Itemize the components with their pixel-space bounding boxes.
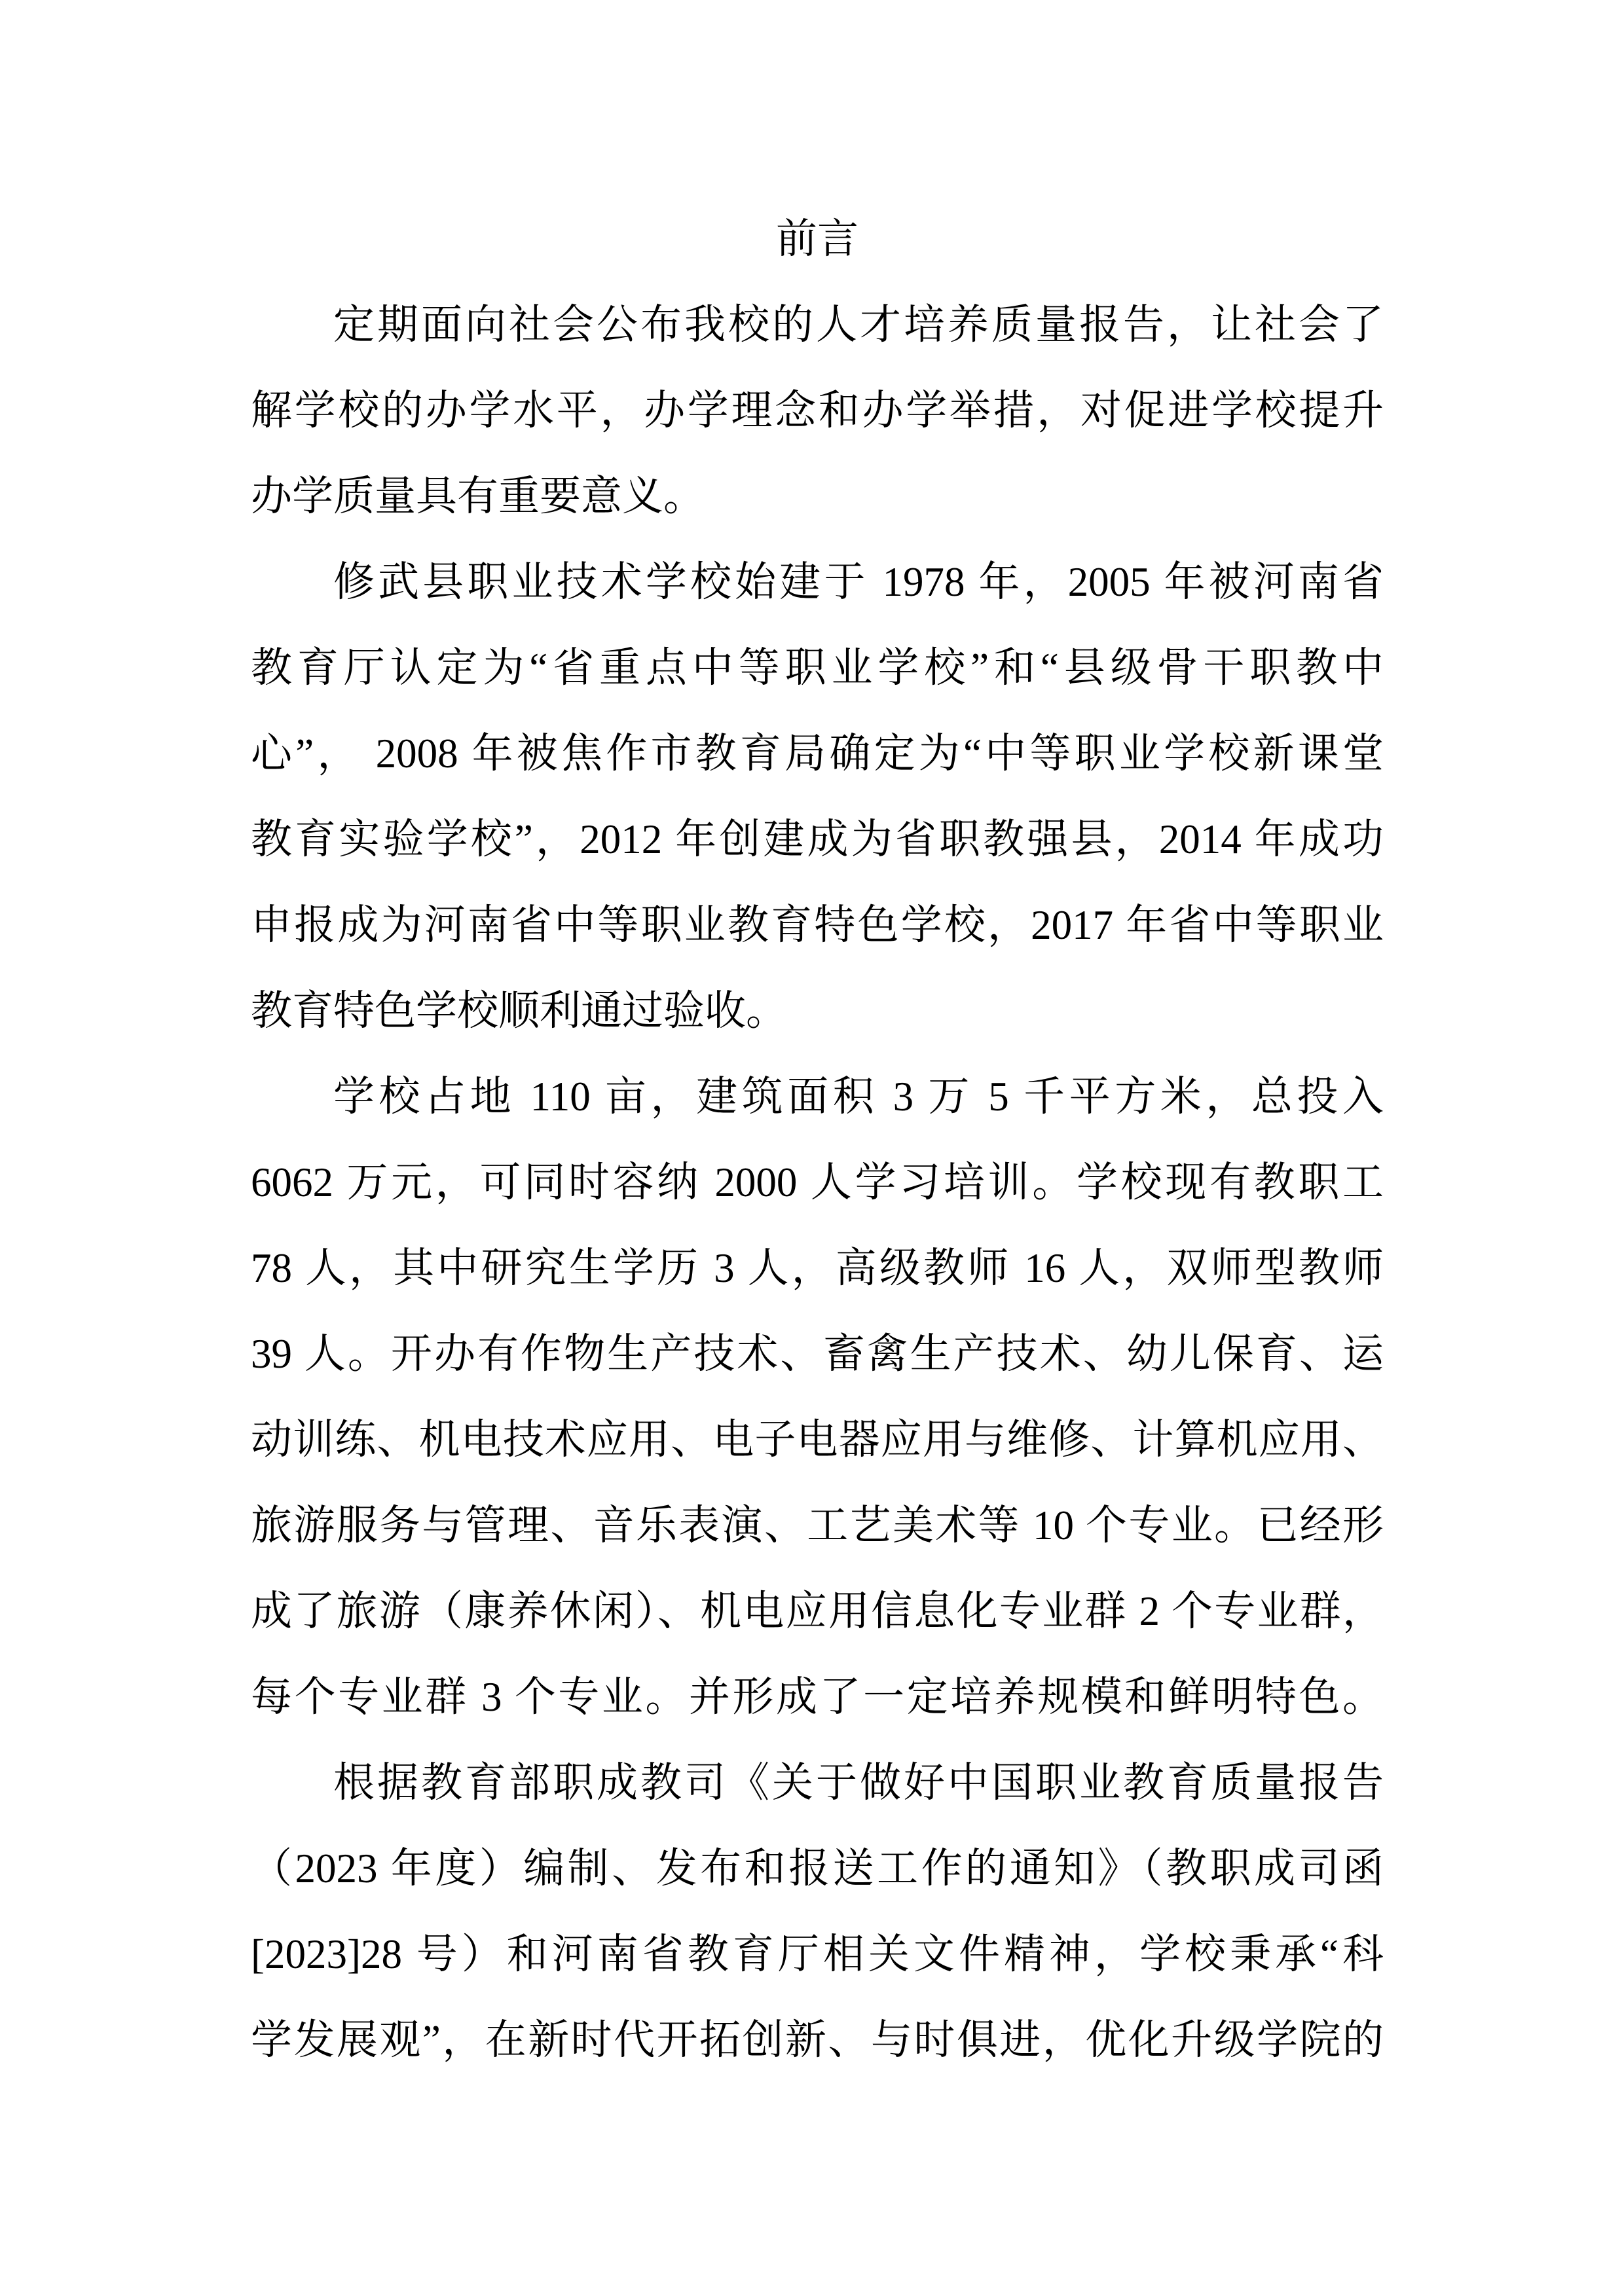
text-line: 成了旅游（康养休闲）、机电应用信息化专业群 2 个专业群， — [251, 1588, 1384, 1634]
text-line: 学发展观”，在新时代开拓创新、与时俱进，优化升级学院的 — [251, 2017, 1384, 2063]
document-body — [251, 196, 1384, 2083]
text-line: 教育实验学校”，2012 年创建成为省职教强县，2014 年成功 — [251, 816, 1384, 862]
text-line: 旅游服务与管理、音乐表演、工艺美术等 10 个专业。已经形 — [251, 1503, 1384, 1548]
text-line: 动训练、机电技术应用、电子电器应用与维修、计算机应用、 — [251, 1417, 1384, 1463]
text-line: 78 人，其中研究生学历 3 人，高级教师 16 人，双师型教师 — [251, 1245, 1384, 1291]
text-line: 办学质量具有重要意义。 — [251, 473, 705, 519]
text-line: （2023 年度）编制、发布和报送工作的通知》（教职成司函 — [251, 1846, 1384, 1891]
text-line: 教育厅认定为“省重点中等职业学校”和“县级骨干职教中 — [251, 645, 1384, 691]
text-line: 学校占地 110 亩，建筑面积 3 万 5 千平方米，总投入 — [333, 1074, 1384, 1120]
text-line: 申报成为河南省中等职业教育特色学校，2017 年省中等职业 — [251, 902, 1384, 948]
page-title: 前言 — [776, 216, 858, 262]
text-line: 39 人。开办有作物生产技术、畜禽生产技术、幼儿保育、运 — [251, 1331, 1384, 1377]
text-line: 每个专业群 3 个专业。并形成了一定培养规模和鲜明特色。 — [251, 1674, 1384, 1720]
text-line: 根据教育部职成教司《关于做好中国职业教育质量报告 — [333, 1760, 1384, 1806]
text-line: 修武县职业技术学校始建于 1978 年，2005 年被河南省 — [333, 559, 1384, 605]
paragraph-intro — [251, 282, 1384, 539]
text-line: 心”， 2008 年被焦作市教育局确定为“中等职业学校新课堂 — [251, 731, 1384, 776]
text-line: 解学校的办学水平，办学理念和办学举措，对促进学校提升 — [251, 388, 1384, 433]
text-line: [2023]28 号）和河南省教育厅相关文件精神，学校秉承“科 — [251, 1931, 1384, 1977]
paragraph-facilities — [251, 1054, 1384, 1740]
paragraph-basis — [251, 1740, 1384, 2083]
paragraph-history — [251, 539, 1384, 1054]
text-line: 6062 万元，可同时容纳 2000 人学习培训。学校现有教职工 — [251, 1159, 1384, 1205]
text-line: 定期面向社会公布我校的人才培养质量报告，让社会了 — [333, 302, 1384, 348]
text-line: 教育特色学校顺利通过验收。 — [251, 988, 787, 1034]
